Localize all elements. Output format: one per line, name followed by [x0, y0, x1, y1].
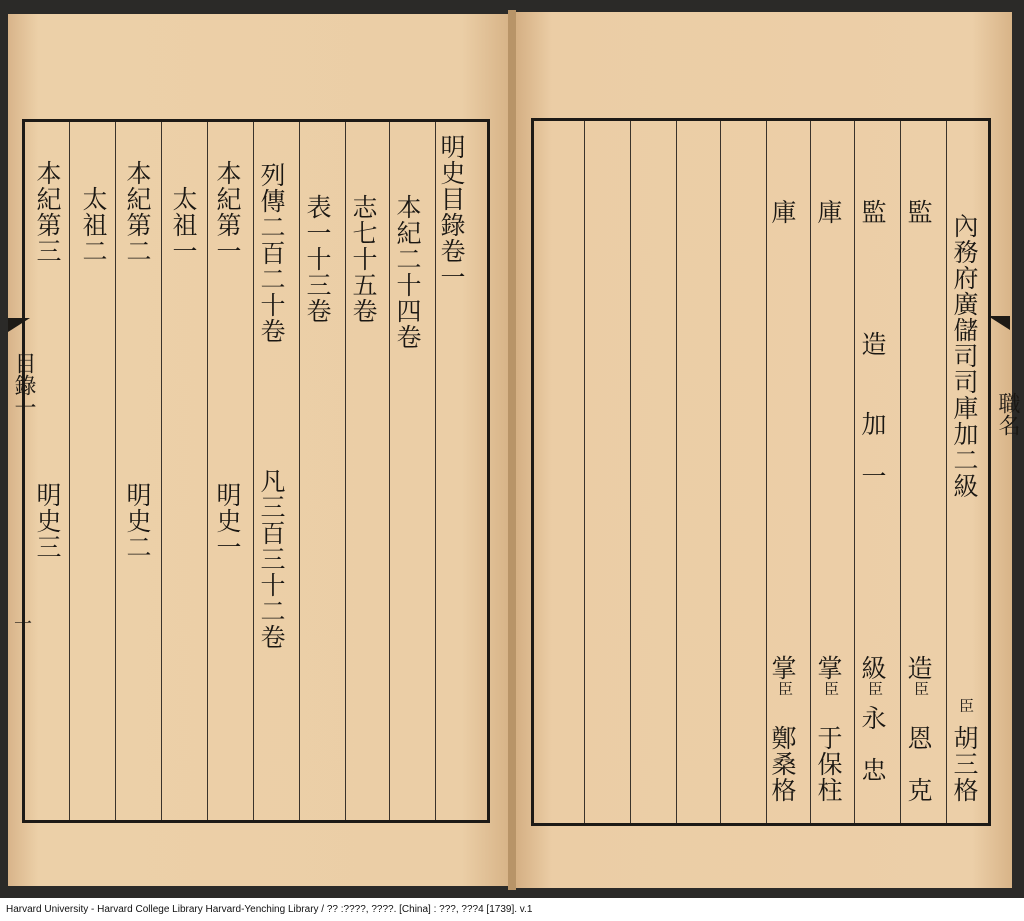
official-role: 加 一 — [858, 411, 887, 489]
summary-annals: 本紀二十四卷 — [393, 194, 422, 350]
official-role: 掌 — [768, 655, 797, 681]
source-caption: Harvard University - Harvard College Library Harvard-Yenching Library / ?? :????, ????. [China] : ???, ???4 [1739]. v.1 — [6, 904, 533, 915]
entry-ref: 明史一 — [213, 482, 242, 560]
entry-title: 本紀第一 — [213, 160, 242, 264]
column-rule — [435, 122, 436, 820]
official-title: 監 — [858, 199, 887, 225]
summary-tables: 表一十三卷 — [303, 194, 332, 324]
fishtail-notch — [988, 316, 1010, 330]
official-rank: 臣 — [957, 698, 975, 713]
official-role: 造 — [858, 331, 887, 357]
official-name: 永 忠 — [858, 705, 887, 783]
column-rule — [389, 122, 390, 820]
entry-title: 本紀第三 — [33, 160, 62, 264]
official-title: 庫 — [768, 199, 797, 225]
entry-ref: 明史二 — [123, 482, 152, 560]
column-rule — [900, 121, 901, 823]
column-rule — [207, 122, 208, 820]
entry-sub: 太祖一 — [169, 186, 198, 264]
column-rule — [720, 121, 721, 823]
column-rule — [253, 122, 254, 820]
margin-label: 目錄一 — [11, 352, 36, 418]
left-text-frame — [22, 119, 490, 823]
official-name: 鄭桑格 — [768, 725, 797, 803]
margin-label: 職名 — [995, 392, 1020, 436]
column-rule — [161, 122, 162, 820]
column-rule — [115, 122, 116, 820]
official-name: 胡三格 — [950, 725, 979, 803]
official-title: 庫 — [814, 199, 843, 225]
column-rule — [345, 122, 346, 820]
official-rank: 臣 — [776, 681, 794, 696]
page-number: 一 — [11, 614, 32, 632]
summary-total: 凡三百三十二卷 — [257, 468, 286, 650]
column-rule — [946, 121, 947, 823]
volume-heading: 明史目錄卷一 — [437, 134, 466, 290]
official-role: 掌 — [814, 655, 843, 681]
official-rank: 臣 — [912, 681, 930, 696]
column-rule — [766, 121, 767, 823]
summary-treatises: 志七十五卷 — [349, 194, 378, 324]
official-title: 監 — [904, 199, 933, 225]
summary-biographies: 列傳二百二十卷 — [257, 162, 286, 344]
official-rank: 臣 — [866, 681, 884, 696]
column-rule — [299, 122, 300, 820]
official-role: 造 — [904, 655, 933, 681]
book-gutter — [508, 10, 516, 890]
column-rule — [584, 121, 585, 823]
column-rule — [810, 121, 811, 823]
right-text-frame — [531, 118, 991, 826]
official-name: 于保柱 — [814, 725, 843, 803]
column-rule — [630, 121, 631, 823]
official-role: 級 — [858, 655, 887, 681]
fishtail-notch — [8, 318, 30, 332]
official-title: 內務府廣儲司司庫加二級 — [950, 213, 979, 499]
entry-sub: 太祖二 — [79, 186, 108, 264]
entry-ref: 明史三 — [33, 482, 62, 560]
official-rank: 臣 — [822, 681, 840, 696]
column-rule — [69, 122, 70, 820]
official-name: 恩 克 — [904, 725, 933, 803]
entry-title: 本紀第二 — [123, 160, 152, 264]
column-rule — [676, 121, 677, 823]
column-rule — [854, 121, 855, 823]
